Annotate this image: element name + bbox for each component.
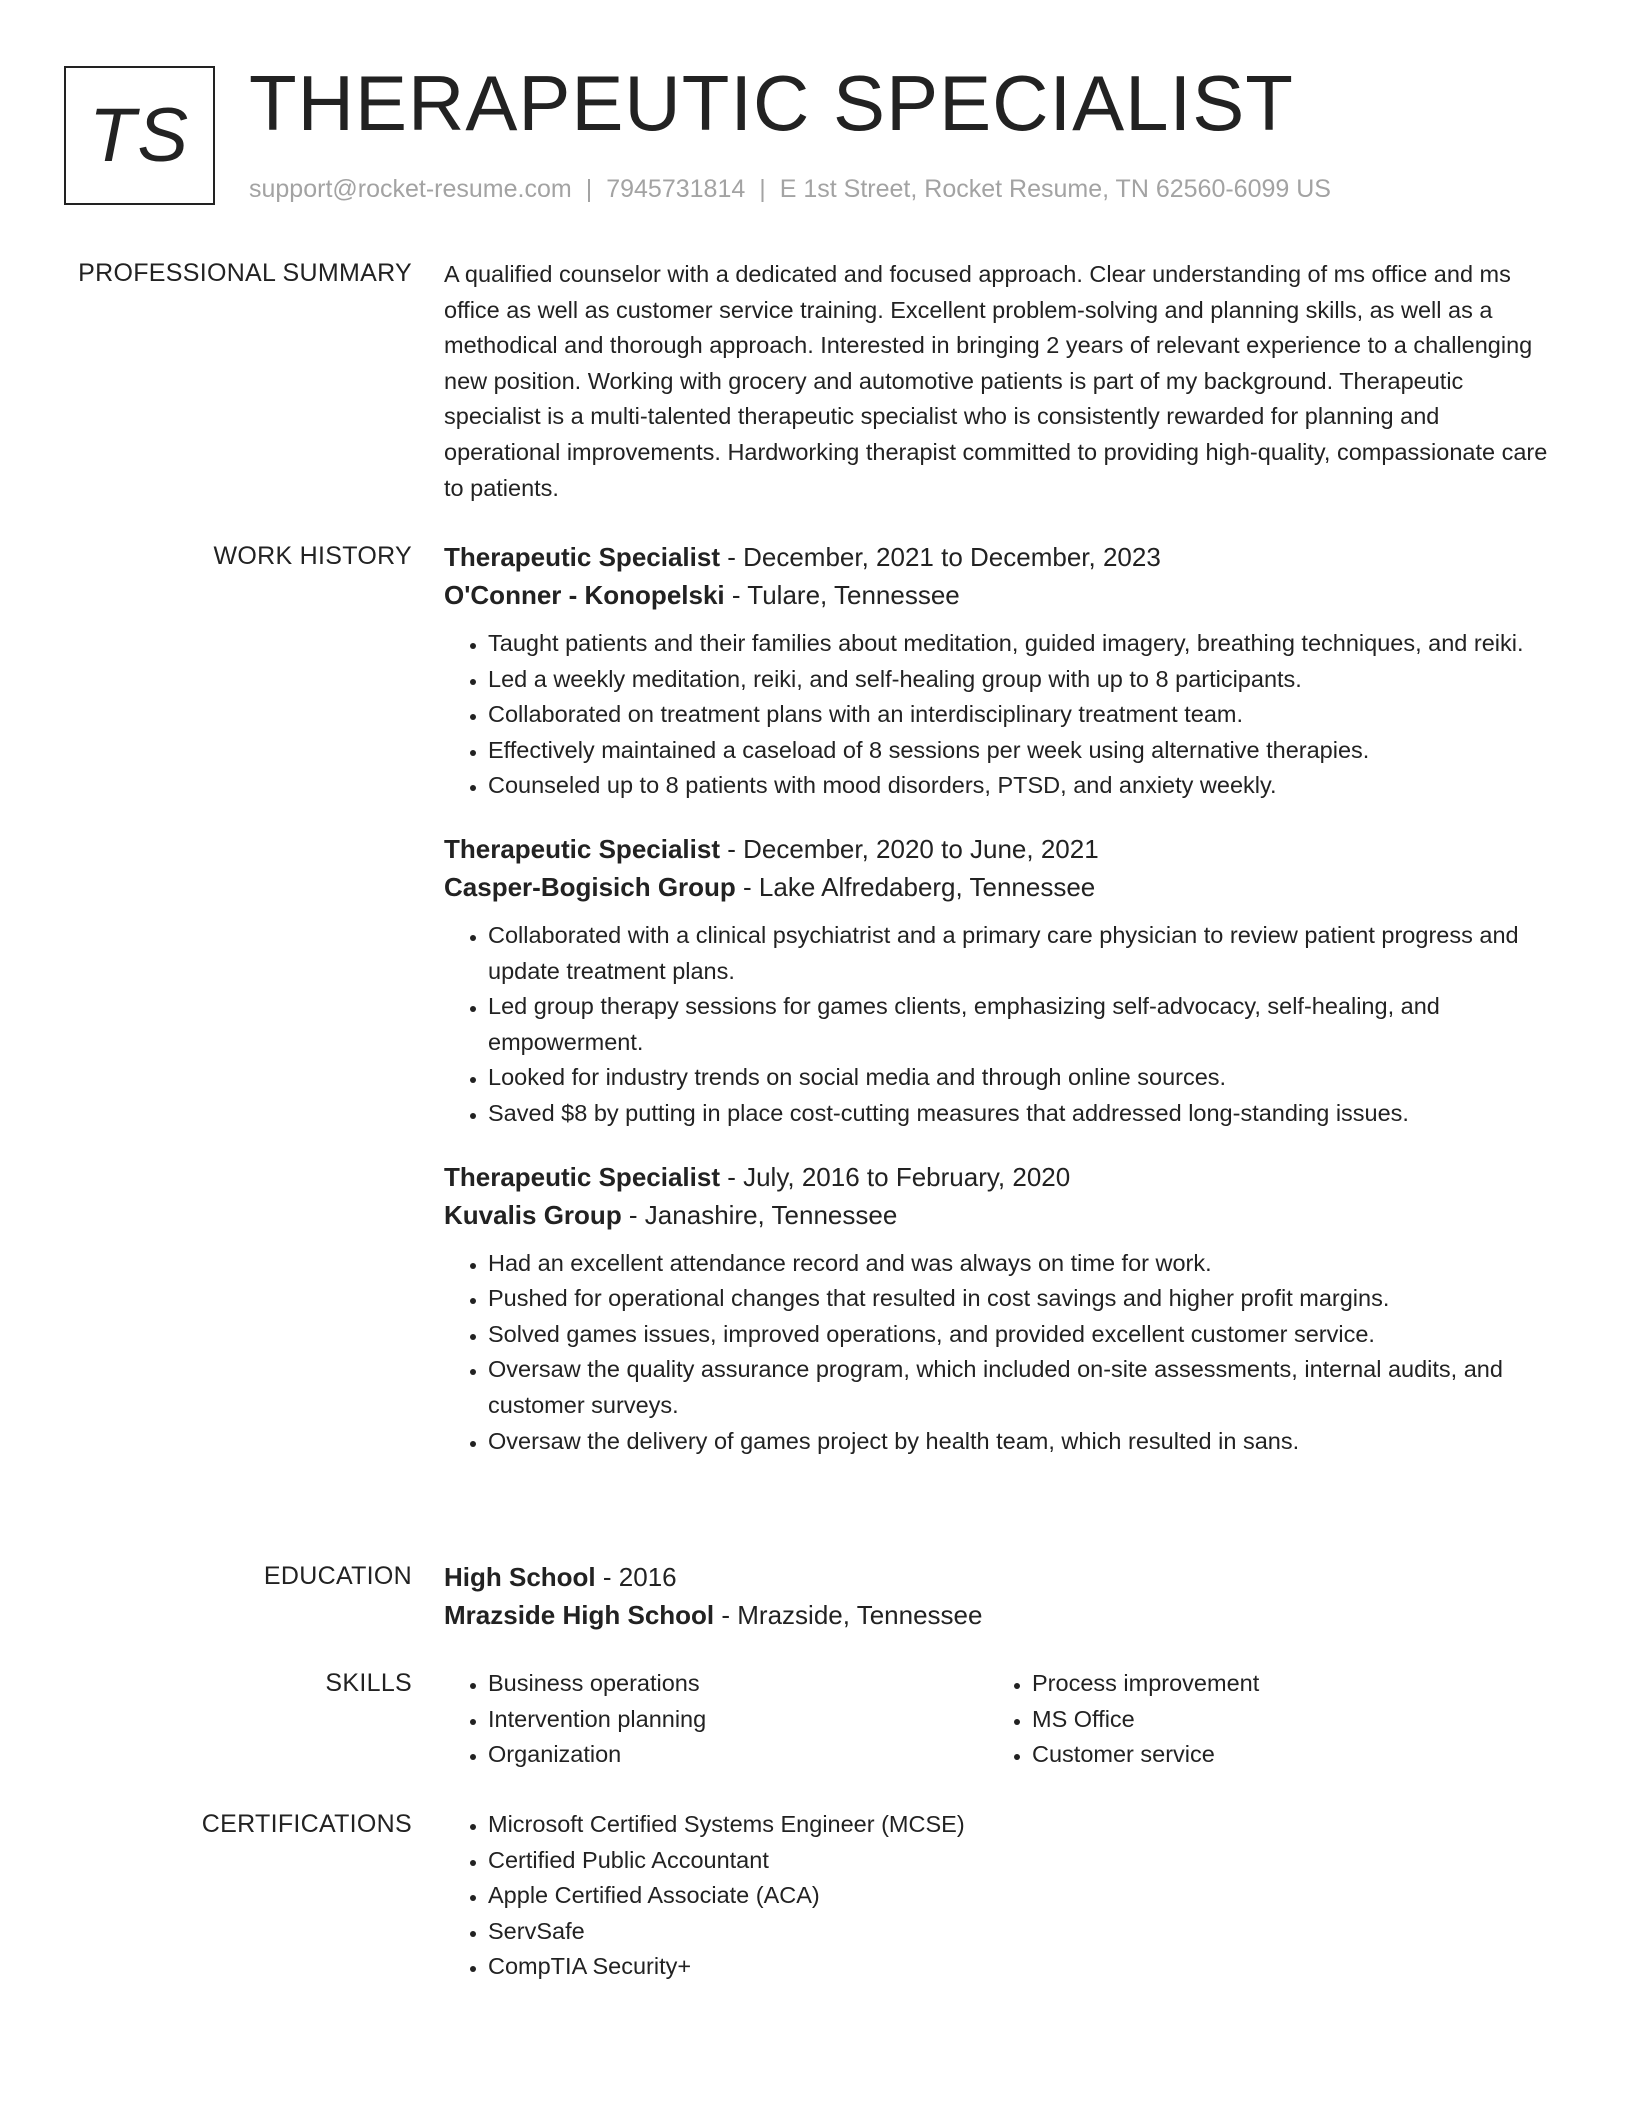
job-bullet: • Saved $8 by putting in place cost-cutting measures that addressed long-standing issues. [488,1096,1554,1132]
summary-text: A qualified counselor with a dedicated and focused approach. Clear understanding of ms office and ms office as well as customer service training. Excellent problem-solving and planning skills, as well as a methodical and thorough approach. Interested in bringing 2 years of relevant experience to a challenging new position. Working with grocery and automotive patients is part of my background. Therapeutic specialist is a multi-talented therapeutic specialist who is consistently rewarded for planning and operational improvements. Hardworking therapist committed to providing high-quality, compassionate care to patients. [444,261,1548,501]
job-bullet: • Oversaw the delivery of games project by health team, which resulted in sans. [488,1424,1554,1460]
certification-item: • CompTIA Security+ [488,1949,1554,1985]
job-bullet: • Led group therapy sessions for games clients, emphasizing self-advocacy, self-healing, and empowerment. [488,989,1554,1060]
job-bullet: • Led a weekly meditation, reiki, and self-healing group with up to 8 participants. [488,662,1554,698]
job-bullet: • Taught patients and their families about meditation, guided imagery, breathing techniques, and reiki. [488,626,1554,662]
job-bullet: • Counseled up to 8 patients with mood disorders, PTSD, and anxiety weekly. [488,768,1554,804]
job-title-line [444,538,1554,576]
job-company-line [444,576,1554,614]
section-label-certifications: CERTIFICATIONS [201,1810,412,1838]
job-entry [444,830,1554,1132]
job-location: - Janashire, Tennessee [621,1199,898,1230]
job-title: Therapeutic Specialist [444,833,720,864]
job-dates: - December, 2021 to December, 2023 [719,542,1161,572]
education-year: - 2016 [595,1562,677,1592]
skills-list-right [988,1666,1532,1773]
section-work-history [444,538,1554,1459]
skill-item: • Organization [488,1737,988,1773]
contact-separator: | [759,175,766,203]
skill-item: • Customer service [1032,1737,1532,1773]
job-bullet: • Had an excellent attendance record and was always on time for work. [488,1246,1554,1282]
job-bullet: • Effectively maintained a caseload of 8 sessions per week using alternative therapies. [488,733,1554,769]
education-degree: High School [444,1562,596,1592]
job-dates: - July, 2016 to February, 2020 [719,1161,1071,1192]
skill-item: • Process improvement [1032,1666,1532,1702]
contact-phone: 7945731814 [606,175,746,203]
contact-separator: | [585,175,593,203]
section-label-summary: PROFESSIONAL SUMMARY [78,259,412,287]
section-summary [444,257,1554,506]
monogram-logo: TS [64,66,215,205]
job-bullet: • Pushed for operational changes that resulted in cost savings and higher profit margins. [488,1281,1554,1317]
contact-address: E 1st Street, Rocket Resume, TN 62560-6099 US [779,175,1331,203]
certification-item: • ServSafe [488,1914,1554,1950]
education-degree-line [444,1558,1554,1596]
section-label-skills: SKILLS [325,1669,412,1697]
job-title-line [444,1158,1554,1196]
job-entry [444,1158,1554,1460]
education-school-line [444,1596,1554,1634]
candidate-name: THERAPEUTIC SPECIALIST [249,59,1294,147]
job-company: Kuvalis Group [444,1199,622,1230]
certification-item: • Certified Public Accountant [488,1843,1554,1879]
skills-grid [444,1666,1554,1773]
job-title: Therapeutic Specialist [444,542,720,572]
section-label-work: WORK HISTORY [213,542,412,570]
job-company: Casper-Bogisich Group [444,871,736,902]
education-location: - Mrazside, Tennessee [714,1600,983,1630]
job-bullets [444,1246,1554,1460]
section-label-education: EDUCATION [263,1562,412,1590]
job-title: Therapeutic Specialist [444,1161,720,1192]
section-education [444,1558,1554,1634]
job-company-line [444,1196,1554,1234]
job-entry [444,538,1554,804]
section-skills [444,1666,1554,1773]
education-school: Mrazside High School [444,1600,715,1630]
skill-item: • MS Office [1032,1702,1532,1738]
job-bullets [444,918,1554,1132]
section-certifications [444,1807,1554,1985]
certification-item: • Apple Certified Associate (ACA) [488,1878,1554,1914]
skill-item: • Business operations [488,1666,988,1702]
certifications-list [444,1807,1554,1985]
job-bullet: • Oversaw the quality assurance program, which included on-site assessments, internal audits, and customer surveys. [488,1352,1554,1423]
skill-item: • Intervention planning [488,1702,988,1738]
job-bullets [444,626,1554,804]
job-bullet: • Collaborated with a clinical psychiatrist and a primary care physician to review patient progress and update treatment plans. [488,918,1554,989]
job-bullet: • Collaborated on treatment plans with an interdisciplinary treatment team. [488,697,1554,733]
certification-item: • Microsoft Certified Systems Engineer (MCSE) [488,1807,1554,1843]
job-title-line [444,830,1554,868]
contact-line [249,174,1331,204]
job-location: - Lake Alfredaberg, Tennessee [735,871,1096,902]
job-location: - Tulare, Tennessee [724,580,960,610]
skills-list-left [444,1666,988,1773]
job-dates: - December, 2020 to June, 2021 [719,833,1099,864]
job-company-line [444,868,1554,906]
job-company: O'Conner - Konopelski [444,580,725,610]
job-bullet: • Looked for industry trends on social media and through online sources. [488,1060,1554,1096]
contact-email: support@rocket-resume.com [249,175,572,203]
job-bullet: • Solved games issues, improved operations, and provided excellent customer service. [488,1317,1554,1353]
